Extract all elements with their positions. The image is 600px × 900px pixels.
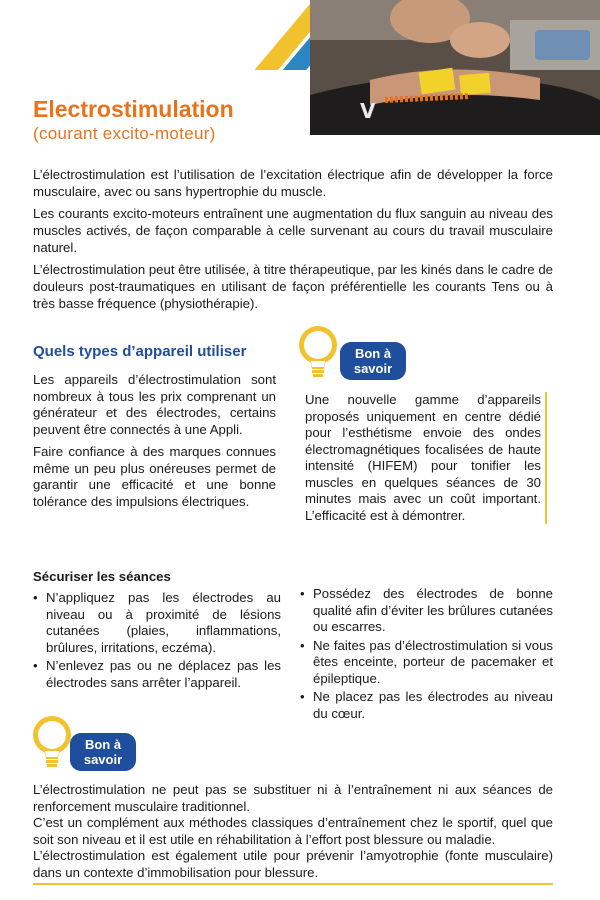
badge-line: savoir — [353, 361, 393, 376]
section-heading-securiser: Sécuriser les séances — [33, 569, 171, 584]
safety-list-left — [33, 590, 281, 693]
intro-section — [33, 166, 553, 317]
badge-line: Bon à — [354, 346, 392, 361]
section-heading-types: Quels types d’appareil utiliser — [33, 343, 247, 360]
bon-a-savoir-bottom-text — [33, 782, 553, 885]
list-item: • N’enlevez pas ou ne déplacez pas les électrodes sans arrêter l’appareil. — [33, 658, 281, 691]
bottom-paragraph: L’électrostimulation est également utile pour prévenir l’amyotrophie (fonte musculaire) dans un contexte d’immobilisation pour blessure. — [33, 848, 553, 880]
intro-paragraph: L’électrostimulation est l’utilisation de l’excitation électrique afin de développer la force musculaire, avec ou sans hypertrophie du muscle. — [33, 167, 553, 199]
badge-line: Bon à — [84, 737, 122, 752]
bon-a-savoir-badge — [340, 342, 406, 380]
list-item: • Possédez des électrodes de bonne qualité afin d’éviter les brûlures cutanées ou escarres. — [300, 586, 553, 636]
svg-text:V: V — [360, 99, 376, 123]
intro-paragraph: Les courants excito-moteurs entraînent une augmentation du flux sanguin au niveau des muscles activés, de façon comparable à celle survenant au cours du travail musculaire naturel. — [33, 206, 553, 255]
bottom-paragraph: L’électrostimulation ne peut pas se substituer ni à l’entraînement ni aux séances de renforcement musculaire traditionnel. — [33, 782, 553, 814]
list-item: • Ne faites pas d’électrostimulation si vous êtes enceinte, porteur de pacemaker et épileptique. — [300, 638, 553, 688]
badge-line: savoir — [83, 752, 123, 767]
page-subtitle: (courant excito-moteur) — [33, 124, 216, 143]
types-paragraph: Faire confiance à des marques connues même un peu plus onéreuses permet de garantir une efficacité et une bonne tolérance des impulsions électriques. — [33, 444, 276, 509]
list-item: • Ne placez pas les électrodes au niveau du cœur. — [300, 689, 553, 722]
intro-paragraph: L’électrostimulation peut être utilisée, à titre thérapeutique, par les kinés dans le cadre de douleurs post-traumatiques en utilisant de façon préférentielle les courants Tens ou à très basse fréquence (physiothérapie). — [33, 262, 553, 311]
types-paragraph: Les appareils d’électrostimulation sont nombreux à tous les prix comprenant un générateur et des électrodes, certains peuvent être connectés à une Appli. — [33, 372, 276, 437]
safety-list-right — [300, 586, 553, 724]
types-section — [33, 372, 276, 516]
bon-a-savoir-text: Une nouvelle gamme d’appareils proposés uniquement en centre dédié pour l’esthétisme envoie des ondes électromagnétiques focalisées de haute intensité (HIFEM) pour tonifier les muscles en quelques séances de 30 minutes mais avec un coût important. L’efficacité est à démontrer. — [305, 392, 547, 524]
bottom-paragraph: C’est un complément aux méthodes classiques d’entraînement chez le sportif, quel que soit son niveau et il est utile en réhabilitation à l’effort post blessure ou maladie. — [33, 815, 553, 847]
lightbulb-icon — [296, 323, 346, 388]
electrostimulation-photo — [310, 0, 600, 135]
bon-a-savoir-badge — [70, 733, 136, 771]
list-item: • N’appliquez pas les électrodes au niveau ou à proximité de lésions cutanées (plaies, inflammations, brûlures, irritations, eczéma). — [33, 590, 281, 656]
page-title: Electrostimulation — [33, 96, 234, 122]
